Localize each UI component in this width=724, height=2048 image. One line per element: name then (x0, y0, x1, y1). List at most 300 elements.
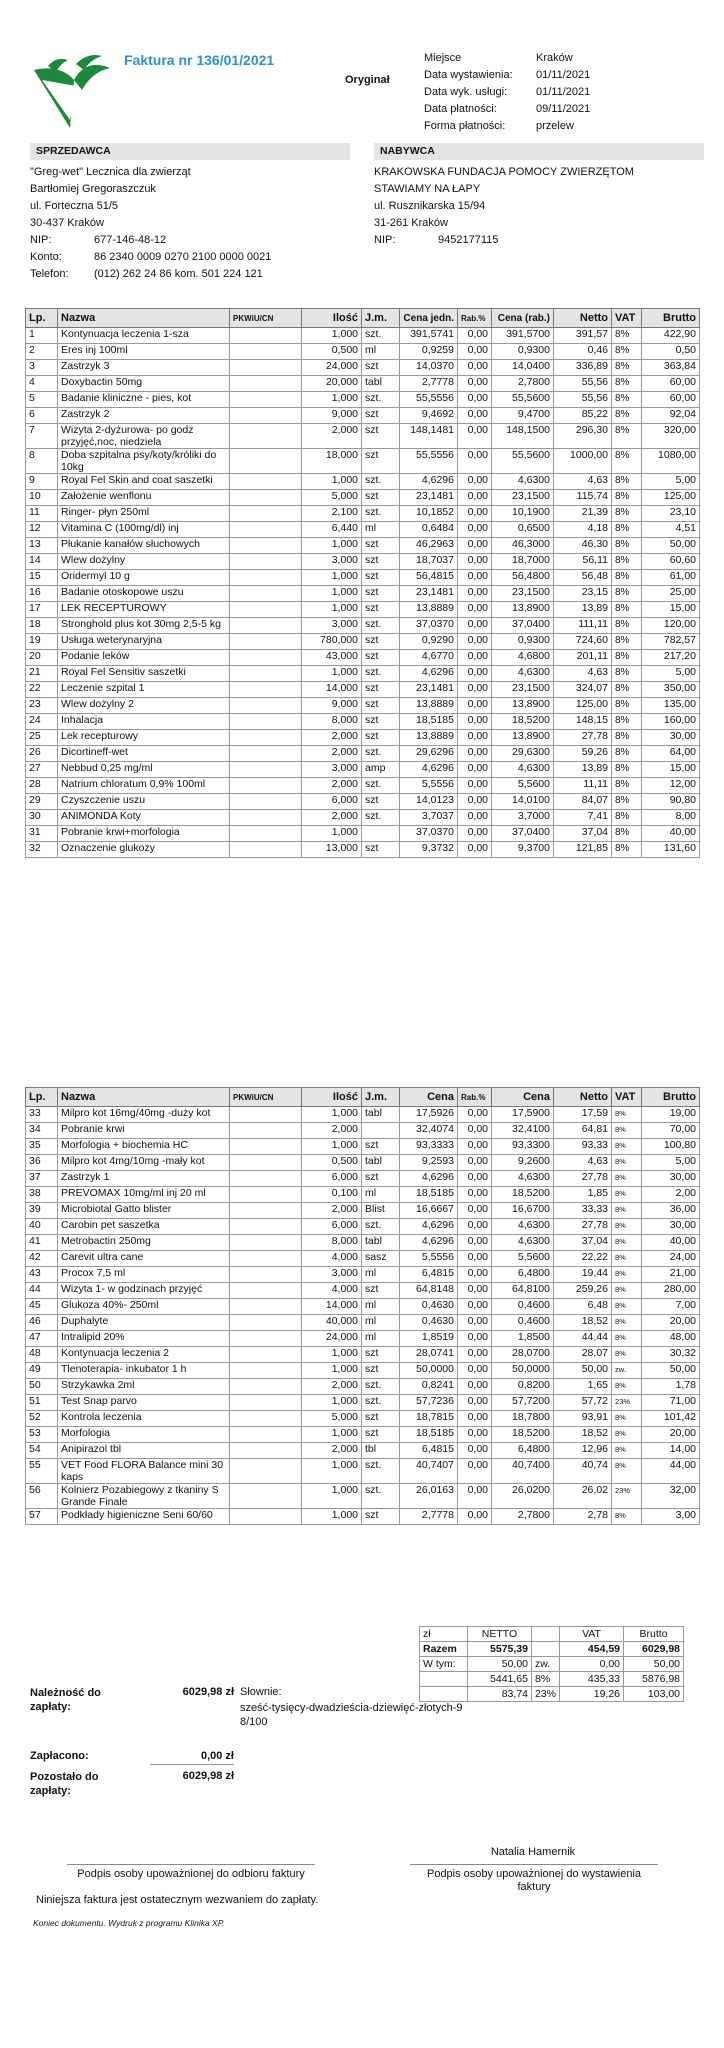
amount-due-label: Należność do zapłaty: (30, 1687, 101, 1713)
item-unit-price: 391,5741 (400, 328, 458, 344)
item-unit: szt. (362, 618, 400, 634)
item-lp: 48 (26, 1347, 58, 1363)
item-lp: 40 (26, 1219, 58, 1235)
item-name: Badanie kliniczne - pies, kot (58, 392, 230, 408)
item-gross: 350,00 (642, 682, 700, 698)
copy-label: Oryginał (345, 74, 390, 86)
item-gross: 71,00 (642, 1395, 700, 1411)
item-vat: 8% (612, 1123, 642, 1139)
item-qty: 1,000 (302, 570, 362, 586)
table-row (26, 746, 700, 762)
item-unit-price: 10,1852 (400, 506, 458, 522)
item-pkwiu (230, 1139, 302, 1155)
item-lp: 34 (26, 1123, 58, 1139)
item-unit: ml (362, 1299, 400, 1315)
item-discount: 0,00 (458, 392, 492, 408)
item-discount: 0,00 (458, 634, 492, 650)
item-pkwiu (230, 490, 302, 506)
col-header-vat: VAT (612, 1088, 642, 1107)
item-pkwiu (230, 1171, 302, 1187)
item-gross: 36,00 (642, 1203, 700, 1219)
col-header-unit: J.m. (362, 309, 400, 328)
col-header-unit-price: Cena jedn. (400, 309, 458, 328)
item-lp: 54 (26, 1443, 58, 1459)
item-pkwiu (230, 650, 302, 666)
item-unit: szt. (362, 1219, 400, 1235)
item-discount: 0,00 (458, 506, 492, 522)
item-discounted-price: 0,6500 (492, 522, 554, 538)
item-lp: 37 (26, 1171, 58, 1187)
item-discounted-price: 50,0000 (492, 1363, 554, 1379)
item-unit-price: 0,9259 (400, 344, 458, 360)
meta-label: Data wyk. usługi: (424, 86, 508, 98)
table-row (26, 698, 700, 714)
item-lp: 1 (26, 328, 58, 344)
seller-account: 86 2340 0009 0270 2100 0000 0021 (94, 251, 272, 263)
meta-label: Data płatności: (424, 103, 497, 115)
item-unit-price: 9,2593 (400, 1155, 458, 1171)
item-unit-price: 26,0163 (400, 1484, 458, 1509)
table-row (26, 730, 700, 746)
item-lp: 45 (26, 1299, 58, 1315)
item-pkwiu (230, 1219, 302, 1235)
paid-value: 0,00 zł (200, 1750, 234, 1762)
item-discounted-price: 18,5200 (492, 1427, 554, 1443)
item-net: 85,22 (554, 408, 612, 424)
item-unit: szt (362, 408, 400, 424)
item-gross: 12,00 (642, 778, 700, 794)
item-gross: 30,32 (642, 1347, 700, 1363)
table-row (26, 650, 700, 666)
item-unit-price: 32,4074 (400, 1123, 458, 1139)
item-discount: 0,00 (458, 1411, 492, 1427)
item-discounted-price: 23,1500 (492, 586, 554, 602)
item-pkwiu (230, 826, 302, 842)
item-name: Doba szpitalna psy/koty/króliki do 10kg (58, 449, 230, 474)
item-qty: 8,000 (302, 1235, 362, 1251)
item-unit-price: 3,7037 (400, 810, 458, 826)
item-name: Zastrzyk 1 (58, 1171, 230, 1187)
item-lp: 41 (26, 1235, 58, 1251)
item-name: Royal Fel Sensitiv saszetki (58, 666, 230, 682)
item-name: Kolnierz Pozabiegowy z tkaniny S Grande Finale (58, 1484, 230, 1509)
item-qty: 3,000 (302, 762, 362, 778)
item-discounted-price: 148,1500 (492, 424, 554, 449)
item-discount: 0,00 (458, 1107, 492, 1123)
item-qty: 1,000 (302, 1347, 362, 1363)
item-discounted-price: 0,4600 (492, 1315, 554, 1331)
table-row (26, 1347, 700, 1363)
invoice-title: Faktura nr 136/01/2021 (124, 52, 275, 68)
table-row (26, 360, 700, 376)
item-discount: 0,00 (458, 1139, 492, 1155)
final-notice: Niniejsza faktura jest ostatecznym wezwaniem do zapłaty. (36, 1894, 319, 1906)
item-name: LEK RECEPTUROWY (58, 602, 230, 618)
item-unit: ml (362, 1315, 400, 1331)
item-name: Glukoza 40%- 250ml (58, 1299, 230, 1315)
item-name: Milpro kot 4mg/10mg -mały kot (58, 1155, 230, 1171)
item-vat: 8% (612, 506, 642, 522)
item-vat: 8% (612, 1459, 642, 1484)
item-unit: szt (362, 570, 400, 586)
summary-head: zł (420, 1627, 468, 1642)
item-unit: tabl (362, 1107, 400, 1123)
item-unit: szt (362, 1139, 400, 1155)
item-lp: 28 (26, 778, 58, 794)
item-vat: 8% (612, 1283, 642, 1299)
col-header-gross: Brutto (642, 309, 700, 328)
item-net: 13,89 (554, 602, 612, 618)
item-qty: 1,000 (302, 1427, 362, 1443)
item-vat: 8% (612, 1427, 642, 1443)
item-pkwiu (230, 762, 302, 778)
item-discounted-price: 29,6300 (492, 746, 554, 762)
item-net: 21,39 (554, 506, 612, 522)
item-discounted-price: 13,8900 (492, 602, 554, 618)
item-net: 56,11 (554, 554, 612, 570)
item-name: Carevit ultra cane (58, 1251, 230, 1267)
item-vat: 8% (612, 1379, 642, 1395)
item-net: 57,72 (554, 1395, 612, 1411)
item-pkwiu (230, 1155, 302, 1171)
item-unit: szt (362, 1427, 400, 1443)
summary-total-vat: 454,59 (560, 1642, 624, 1657)
item-unit-price: 29,6296 (400, 746, 458, 762)
remaining-value: 6029,98 zł (182, 1770, 234, 1782)
item-lp: 19 (26, 634, 58, 650)
item-lp: 20 (26, 650, 58, 666)
item-net: 148,15 (554, 714, 612, 730)
table-row (26, 570, 700, 586)
invoice-meta (424, 50, 590, 135)
item-unit: tabl (362, 376, 400, 392)
item-discount: 0,00 (458, 424, 492, 449)
item-unit-price: 2,7778 (400, 1509, 458, 1525)
item-qty: 1,000 (302, 1363, 362, 1379)
item-discount: 0,00 (458, 1395, 492, 1411)
item-unit-price: 0,4630 (400, 1315, 458, 1331)
item-gross: 19,00 (642, 1107, 700, 1123)
item-vat: 8% (612, 778, 642, 794)
item-unit-price: 56,4815 (400, 570, 458, 586)
item-net: 259,26 (554, 1283, 612, 1299)
item-name: Eres inj 100ml (58, 344, 230, 360)
item-net: 6,48 (554, 1299, 612, 1315)
item-unit: szt. (362, 328, 400, 344)
item-gross: 48,00 (642, 1331, 700, 1347)
seller-account-label: Konto: (30, 251, 62, 263)
item-lp: 5 (26, 392, 58, 408)
item-discounted-price: 4,6800 (492, 650, 554, 666)
item-unit-price: 37,0370 (400, 826, 458, 842)
item-unit-price: 6,4815 (400, 1443, 458, 1459)
item-gross: 15,00 (642, 762, 700, 778)
table-row (26, 1427, 700, 1443)
item-vat: 8% (612, 1411, 642, 1427)
item-name: Oznaczenie glukozy (58, 842, 230, 858)
item-discount: 0,00 (458, 698, 492, 714)
item-discount: 0,00 (458, 666, 492, 682)
item-gross: 24,00 (642, 1251, 700, 1267)
col-header-discount: Rab.% (458, 1088, 492, 1107)
item-discount: 0,00 (458, 570, 492, 586)
item-name: Czyszczenie uszu (58, 794, 230, 810)
item-qty: 13,000 (302, 842, 362, 858)
table-row (26, 538, 700, 554)
item-vat: 8% (612, 1187, 642, 1203)
summary-cell: 5876,98 (624, 1672, 684, 1687)
item-gross: 32,00 (642, 1484, 700, 1509)
item-unit: szt. (362, 810, 400, 826)
item-discounted-price: 1,8500 (492, 1331, 554, 1347)
item-unit-price: 6,4815 (400, 1267, 458, 1283)
item-lp: 29 (26, 794, 58, 810)
item-name: Kontynuacja leczenia 1-sza (58, 328, 230, 344)
item-qty: 1,000 (302, 586, 362, 602)
item-gross: 7,00 (642, 1299, 700, 1315)
item-gross: 0,50 (642, 344, 700, 360)
item-discounted-price: 9,4700 (492, 408, 554, 424)
item-name: Dicortineff-wet (58, 746, 230, 762)
item-vat: 8% (612, 1171, 642, 1187)
item-lp: 43 (26, 1267, 58, 1283)
amount-due-value: 6029,98 zł (182, 1686, 234, 1698)
item-pkwiu (230, 618, 302, 634)
item-net: 724,60 (554, 634, 612, 650)
item-vat: 8% (612, 1347, 642, 1363)
issuer-signature-line (410, 1864, 658, 1865)
item-name: Leczenie szpital 1 (58, 682, 230, 698)
item-discounted-price: 56,4800 (492, 570, 554, 586)
item-discounted-price: 37,0400 (492, 618, 554, 634)
item-discounted-price: 2,7800 (492, 1509, 554, 1525)
vat-summary (419, 1626, 684, 1702)
item-qty: 2,000 (302, 1443, 362, 1459)
item-name: Milpro kot 16mg/40mg -duży kot (58, 1107, 230, 1123)
item-discounted-price: 18,7800 (492, 1411, 554, 1427)
summary-cell (420, 1687, 468, 1702)
item-pkwiu (230, 778, 302, 794)
item-name: Morfologia + biochemia HC (58, 1139, 230, 1155)
item-vat: 8% (612, 1155, 642, 1171)
item-qty: 6,000 (302, 1171, 362, 1187)
item-net: 121,85 (554, 842, 612, 858)
item-vat: 8% (612, 714, 642, 730)
item-discounted-price: 4,6300 (492, 1235, 554, 1251)
item-qty: 5,000 (302, 1411, 362, 1427)
item-vat: 8% (612, 826, 642, 842)
item-net: 26,02 (554, 1484, 612, 1509)
item-unit-price: 18,5185 (400, 1427, 458, 1443)
item-gross: 217,20 (642, 650, 700, 666)
seller-heading: SPRZEDAWCA (30, 143, 350, 160)
item-discount: 0,00 (458, 1427, 492, 1443)
table-row (26, 328, 700, 344)
meta-value: 01/11/2021 (536, 69, 591, 81)
item-lp: 38 (26, 1187, 58, 1203)
item-gross: 2,00 (642, 1187, 700, 1203)
receiver-signature-caption: Podpis osoby upoważnionej do odbioru faktury (77, 1868, 305, 1880)
item-discount: 0,00 (458, 1123, 492, 1139)
item-unit: szt (362, 1283, 400, 1299)
item-unit: szt. (362, 1395, 400, 1411)
item-unit: szt. (362, 1379, 400, 1395)
col-header-vat: VAT (612, 309, 642, 328)
item-net: 46,30 (554, 538, 612, 554)
item-qty: 2,000 (302, 424, 362, 449)
item-discount: 0,00 (458, 826, 492, 842)
item-discount: 0,00 (458, 1283, 492, 1299)
item-lp: 26 (26, 746, 58, 762)
item-unit: szt. (362, 1459, 400, 1484)
table-row (26, 618, 700, 634)
paid-underline (150, 1764, 234, 1765)
item-qty: 2,000 (302, 730, 362, 746)
item-gross: 70,00 (642, 1123, 700, 1139)
item-name: Natrium chloratum 0,9% 100ml (58, 778, 230, 794)
meta-label: Data wystawienia: (424, 69, 513, 81)
table-row (26, 778, 700, 794)
table-row (26, 490, 700, 506)
item-discounted-price: 4,6300 (492, 1219, 554, 1235)
item-vat: 8% (612, 730, 642, 746)
item-net: 18,52 (554, 1315, 612, 1331)
summary-cell (420, 1672, 468, 1687)
col-header-pkwiu: PKWiU/CN (230, 1088, 302, 1107)
item-pkwiu (230, 794, 302, 810)
item-name: Tlenoterapia- inkubator 1 h (58, 1363, 230, 1379)
seller-nip: 677-146-48-12 (94, 234, 167, 246)
table-row (26, 1315, 700, 1331)
item-vat: 8% (612, 810, 642, 826)
item-qty: 18,000 (302, 449, 362, 474)
item-discount: 0,00 (458, 1379, 492, 1395)
item-name: Strzykawka 2ml (58, 1379, 230, 1395)
item-name: Nebbud 0,25 mg/ml (58, 762, 230, 778)
item-gross: 5,00 (642, 474, 700, 490)
item-net: 17,59 (554, 1107, 612, 1123)
item-unit: tabl (362, 1235, 400, 1251)
item-vat: 8% (612, 1299, 642, 1315)
item-qty: 1,000 (302, 1139, 362, 1155)
item-name: Pobranie krwi (58, 1123, 230, 1139)
item-name: Metrobactin 250mg (58, 1235, 230, 1251)
summary-cell: zw. (532, 1657, 560, 1672)
item-gross: 60,60 (642, 554, 700, 570)
item-net: 201,11 (554, 650, 612, 666)
col-header-lp: Lp. (26, 1088, 58, 1107)
item-qty: 0,100 (302, 1187, 362, 1203)
item-pkwiu (230, 1203, 302, 1219)
item-pkwiu (230, 682, 302, 698)
item-discount: 0,00 (458, 408, 492, 424)
item-name: Lek recepturowy (58, 730, 230, 746)
table-row (26, 1251, 700, 1267)
item-discount: 0,00 (458, 1509, 492, 1525)
item-unit: szt (362, 714, 400, 730)
item-qty: 6,000 (302, 1219, 362, 1235)
item-gross: 61,00 (642, 570, 700, 586)
buyer-street: ul. Rusznikarska 15/94 (374, 200, 486, 212)
item-qty: 40,000 (302, 1315, 362, 1331)
item-vat: 8% (612, 1139, 642, 1155)
item-qty: 3,000 (302, 618, 362, 634)
table-row (26, 714, 700, 730)
item-gross: 50,00 (642, 1363, 700, 1379)
item-discounted-price: 55,5600 (492, 449, 554, 474)
item-net: 33,33 (554, 1203, 612, 1219)
item-pkwiu (230, 1363, 302, 1379)
remaining-label: Pozostało do zapłaty: (30, 1771, 99, 1797)
item-pkwiu (230, 392, 302, 408)
item-discount: 0,00 (458, 762, 492, 778)
item-discounted-price: 0,9300 (492, 344, 554, 360)
item-discount: 0,00 (458, 1219, 492, 1235)
item-qty: 0,500 (302, 344, 362, 360)
item-discount: 0,00 (458, 449, 492, 474)
item-discounted-price: 64,8100 (492, 1283, 554, 1299)
item-discounted-price: 391,5700 (492, 328, 554, 344)
item-discount: 0,00 (458, 842, 492, 858)
item-qty: 24,000 (302, 360, 362, 376)
item-lp: 17 (26, 602, 58, 618)
item-unit-price: 18,7037 (400, 554, 458, 570)
item-lp: 24 (26, 714, 58, 730)
item-qty: 5,000 (302, 490, 362, 506)
item-net: 18,52 (554, 1427, 612, 1443)
item-name: Royal Fel Skin and coat saszetki (58, 474, 230, 490)
item-discounted-price: 32,4100 (492, 1123, 554, 1139)
item-name: Wlew dożylny (58, 554, 230, 570)
item-lp: 15 (26, 570, 58, 586)
item-discount: 0,00 (458, 602, 492, 618)
summary-cell: 435,33 (560, 1672, 624, 1687)
item-gross: 92,04 (642, 408, 700, 424)
item-net: 22,22 (554, 1251, 612, 1267)
item-vat: 8% (612, 746, 642, 762)
meta-value: 01/11/2021 (536, 86, 591, 98)
item-lp: 57 (26, 1509, 58, 1525)
item-name: Stronghold plus kot 30mg 2,5-5 kg (58, 618, 230, 634)
item-name: Badanie otoskopowe uszu (58, 586, 230, 602)
item-net: 7,41 (554, 810, 612, 826)
item-lp: 22 (26, 682, 58, 698)
item-lp: 39 (26, 1203, 58, 1219)
item-discounted-price: 37,0400 (492, 826, 554, 842)
item-unit (362, 1123, 400, 1139)
item-gross: 60,00 (642, 376, 700, 392)
item-unit-price: 14,0370 (400, 360, 458, 376)
item-qty: 8,000 (302, 714, 362, 730)
item-unit-price: 4,6296 (400, 666, 458, 682)
item-unit: szt (362, 1347, 400, 1363)
item-unit (362, 826, 400, 842)
item-pkwiu (230, 554, 302, 570)
item-pkwiu (230, 506, 302, 522)
meta-value: przelew (536, 120, 574, 132)
meta-label: Miejsce (424, 52, 462, 64)
item-unit-price: 2,7778 (400, 376, 458, 392)
item-name: Założenie wenflonu (58, 490, 230, 506)
item-pkwiu (230, 1379, 302, 1395)
item-discount: 0,00 (458, 1235, 492, 1251)
item-vat: 23% (612, 1484, 642, 1509)
item-lp: 9 (26, 474, 58, 490)
item-name: Kontrola leczenia (58, 1411, 230, 1427)
item-net: 93,91 (554, 1411, 612, 1427)
item-pkwiu (230, 1235, 302, 1251)
item-net: 1,65 (554, 1379, 612, 1395)
